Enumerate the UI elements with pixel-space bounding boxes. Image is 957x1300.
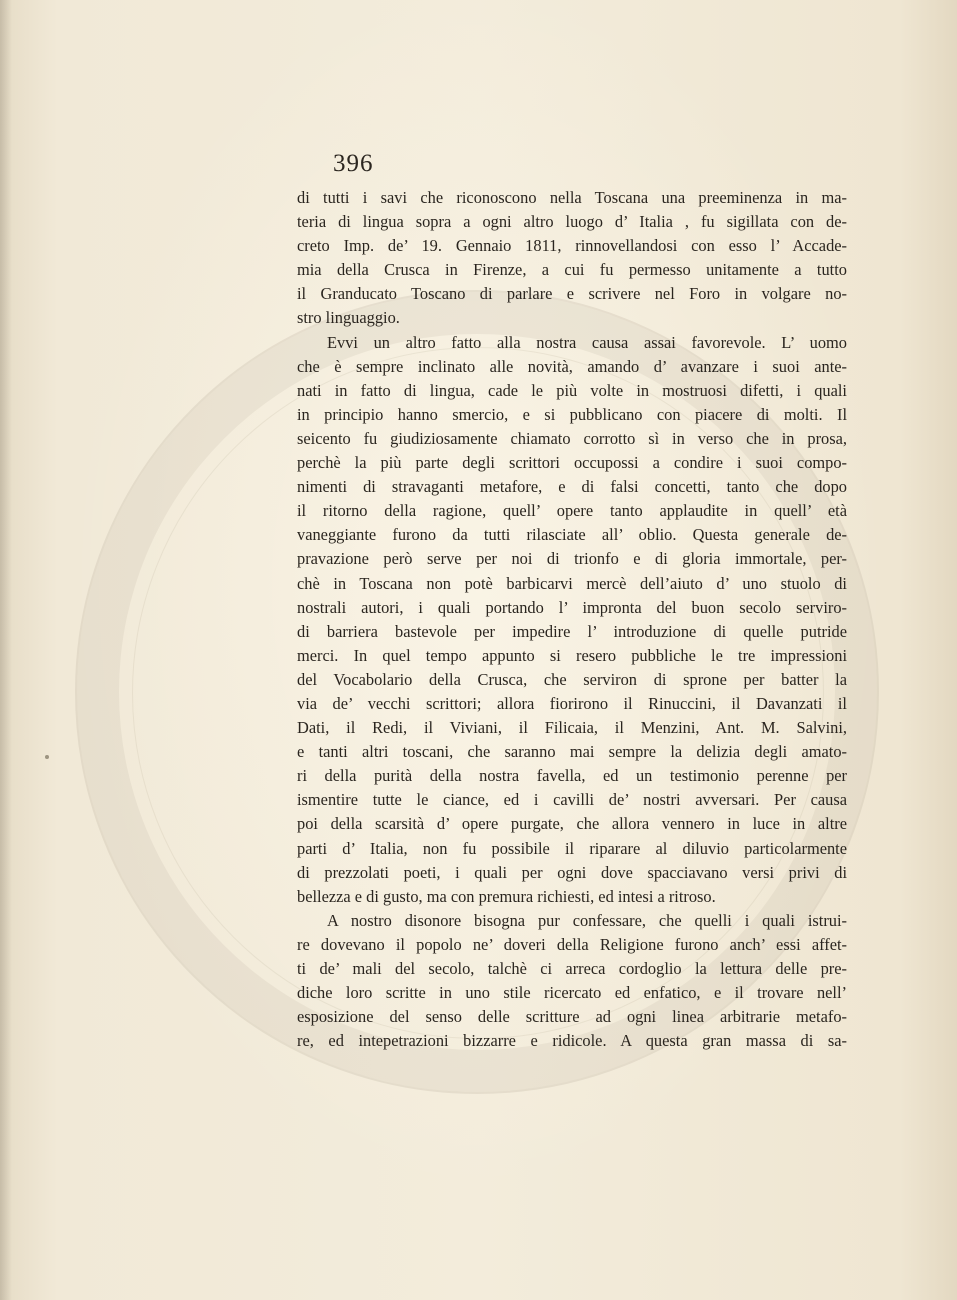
body-text: [297, 186, 847, 1053]
text-line: Dati, il Redi, il Viviani, il Filicaia, il Menzini, Ant. M. Salvini,: [297, 718, 847, 738]
page-fold-shadow: [0, 0, 12, 1300]
text-line: perchè la più parte degli scrittori occupossi a condire i suoi compo-: [297, 453, 847, 473]
text-line: in principio hanno smercio, e si pubblicano con piacere di molti. Il: [297, 404, 847, 424]
text-line: teria di lingua sopra a ogni altro luogo d’ Italia , fu sigillata con de-: [297, 212, 847, 232]
text-line: bellezza e di gusto, ma con premura richiesti, ed intesi a ritroso.: [297, 886, 716, 906]
text-line: parti d’ Italia, non fu possibile il riparare al diluvio particolarmente: [297, 838, 847, 858]
text-line: nati in fatto di lingua, cade le più volte in mostruosi difetti, i quali: [297, 380, 847, 400]
text-line: creto Imp. de’ 19. Gennaio 1811, rinnovellandosi con esso l’ Accade-: [297, 236, 847, 256]
text-line: ti de’ mali del secolo, talchè ci arreca cordoglio la lettura delle pre-: [297, 959, 847, 978]
text-line: poi della scarsità d’ opere purgate, che allora vennero in luce in altre: [297, 814, 847, 834]
text-line: il Granducato Toscano di parlare e scrivere nel Foro in volgare no-: [297, 284, 847, 304]
text-line: chè in Toscana non potè barbicarvi mercè dell’aiuto d’ uno stuolo di: [297, 573, 847, 593]
text-line: nimenti di stravaganti metafore, e di falsi concetti, tanto che dopo: [297, 477, 847, 497]
text-line: Evvi un altro fatto alla nostra causa assai favorevole. L’ uomo: [327, 332, 847, 352]
text-line: di barriera bastevole per impedire l’ introduzione di quelle putride: [297, 621, 847, 641]
text-line: che è sempre inclinato alle novità, amando d’ avanzare i suoi ante-: [297, 356, 847, 376]
text-line: via de’ vecchi scrittori; allora fiorirono il Rinuccini, il Davanzati il: [297, 693, 847, 713]
text-line: pravazione però serve per noi di trionfo e di gloria immortale, per-: [297, 549, 847, 569]
page-number: 396: [333, 150, 374, 177]
text-line: ri della purità della nostra favella, ed un testimonio perenne per: [297, 766, 847, 786]
text-line: nostrali autori, i quali portando l’ impronta del buon secolo serviro-: [297, 597, 847, 617]
text-line: ismentire tutte le ciance, ed i cavilli de’ nostri avversari. Per causa: [297, 790, 847, 810]
text-line: re dovevano il popolo ne’ doveri della Religione furono anch’ essi affet-: [297, 934, 847, 954]
text-line: di prezzolati poeti, i quali per ogni dove spacciavano versi privi di: [297, 862, 847, 882]
text-line: mia della Crusca in Firenze, a cui fu permesso unitamente a tutto: [297, 260, 847, 280]
text-line: esposizione del senso delle scritture ad ogni linea arbitrarie metafo-: [297, 1007, 847, 1027]
text-line: il ritorno della ragione, quell’ opere tanto applaudite in quell’ età: [297, 501, 847, 521]
paper-speck: [45, 755, 49, 759]
text-line: re, ed intepetrazioni bizzarre e ridicole. A questa gran massa di sa-: [297, 1031, 847, 1051]
text-line: A nostro disonore bisogna pur confessare, che quelli i quali istrui-: [327, 910, 847, 930]
text-line: di tutti i savi che riconoscono nella Toscana una preeminenza in ma-: [297, 188, 847, 207]
text-line: seicento fu giudiziosamente chiamato corrotto sì in verso che in prosa,: [297, 428, 847, 448]
text-line: merci. In quel tempo appunto si resero pubbliche le tre impressioni: [297, 645, 847, 665]
text-line: stro linguaggio.: [297, 308, 400, 328]
text-line: e tanti altri toscani, che saranno mai sempre la delizia degli amato-: [297, 742, 847, 762]
text-line: diche loro scritte in uno stile ricercato ed enfatico, e il trovare nell’: [297, 983, 847, 1003]
text-line: del Vocabolario della Crusca, che serviron di sprone per batter la: [297, 669, 847, 689]
text-line: vaneggiante furono da tutti rilasciate all’ oblio. Questa generale de-: [297, 525, 847, 545]
